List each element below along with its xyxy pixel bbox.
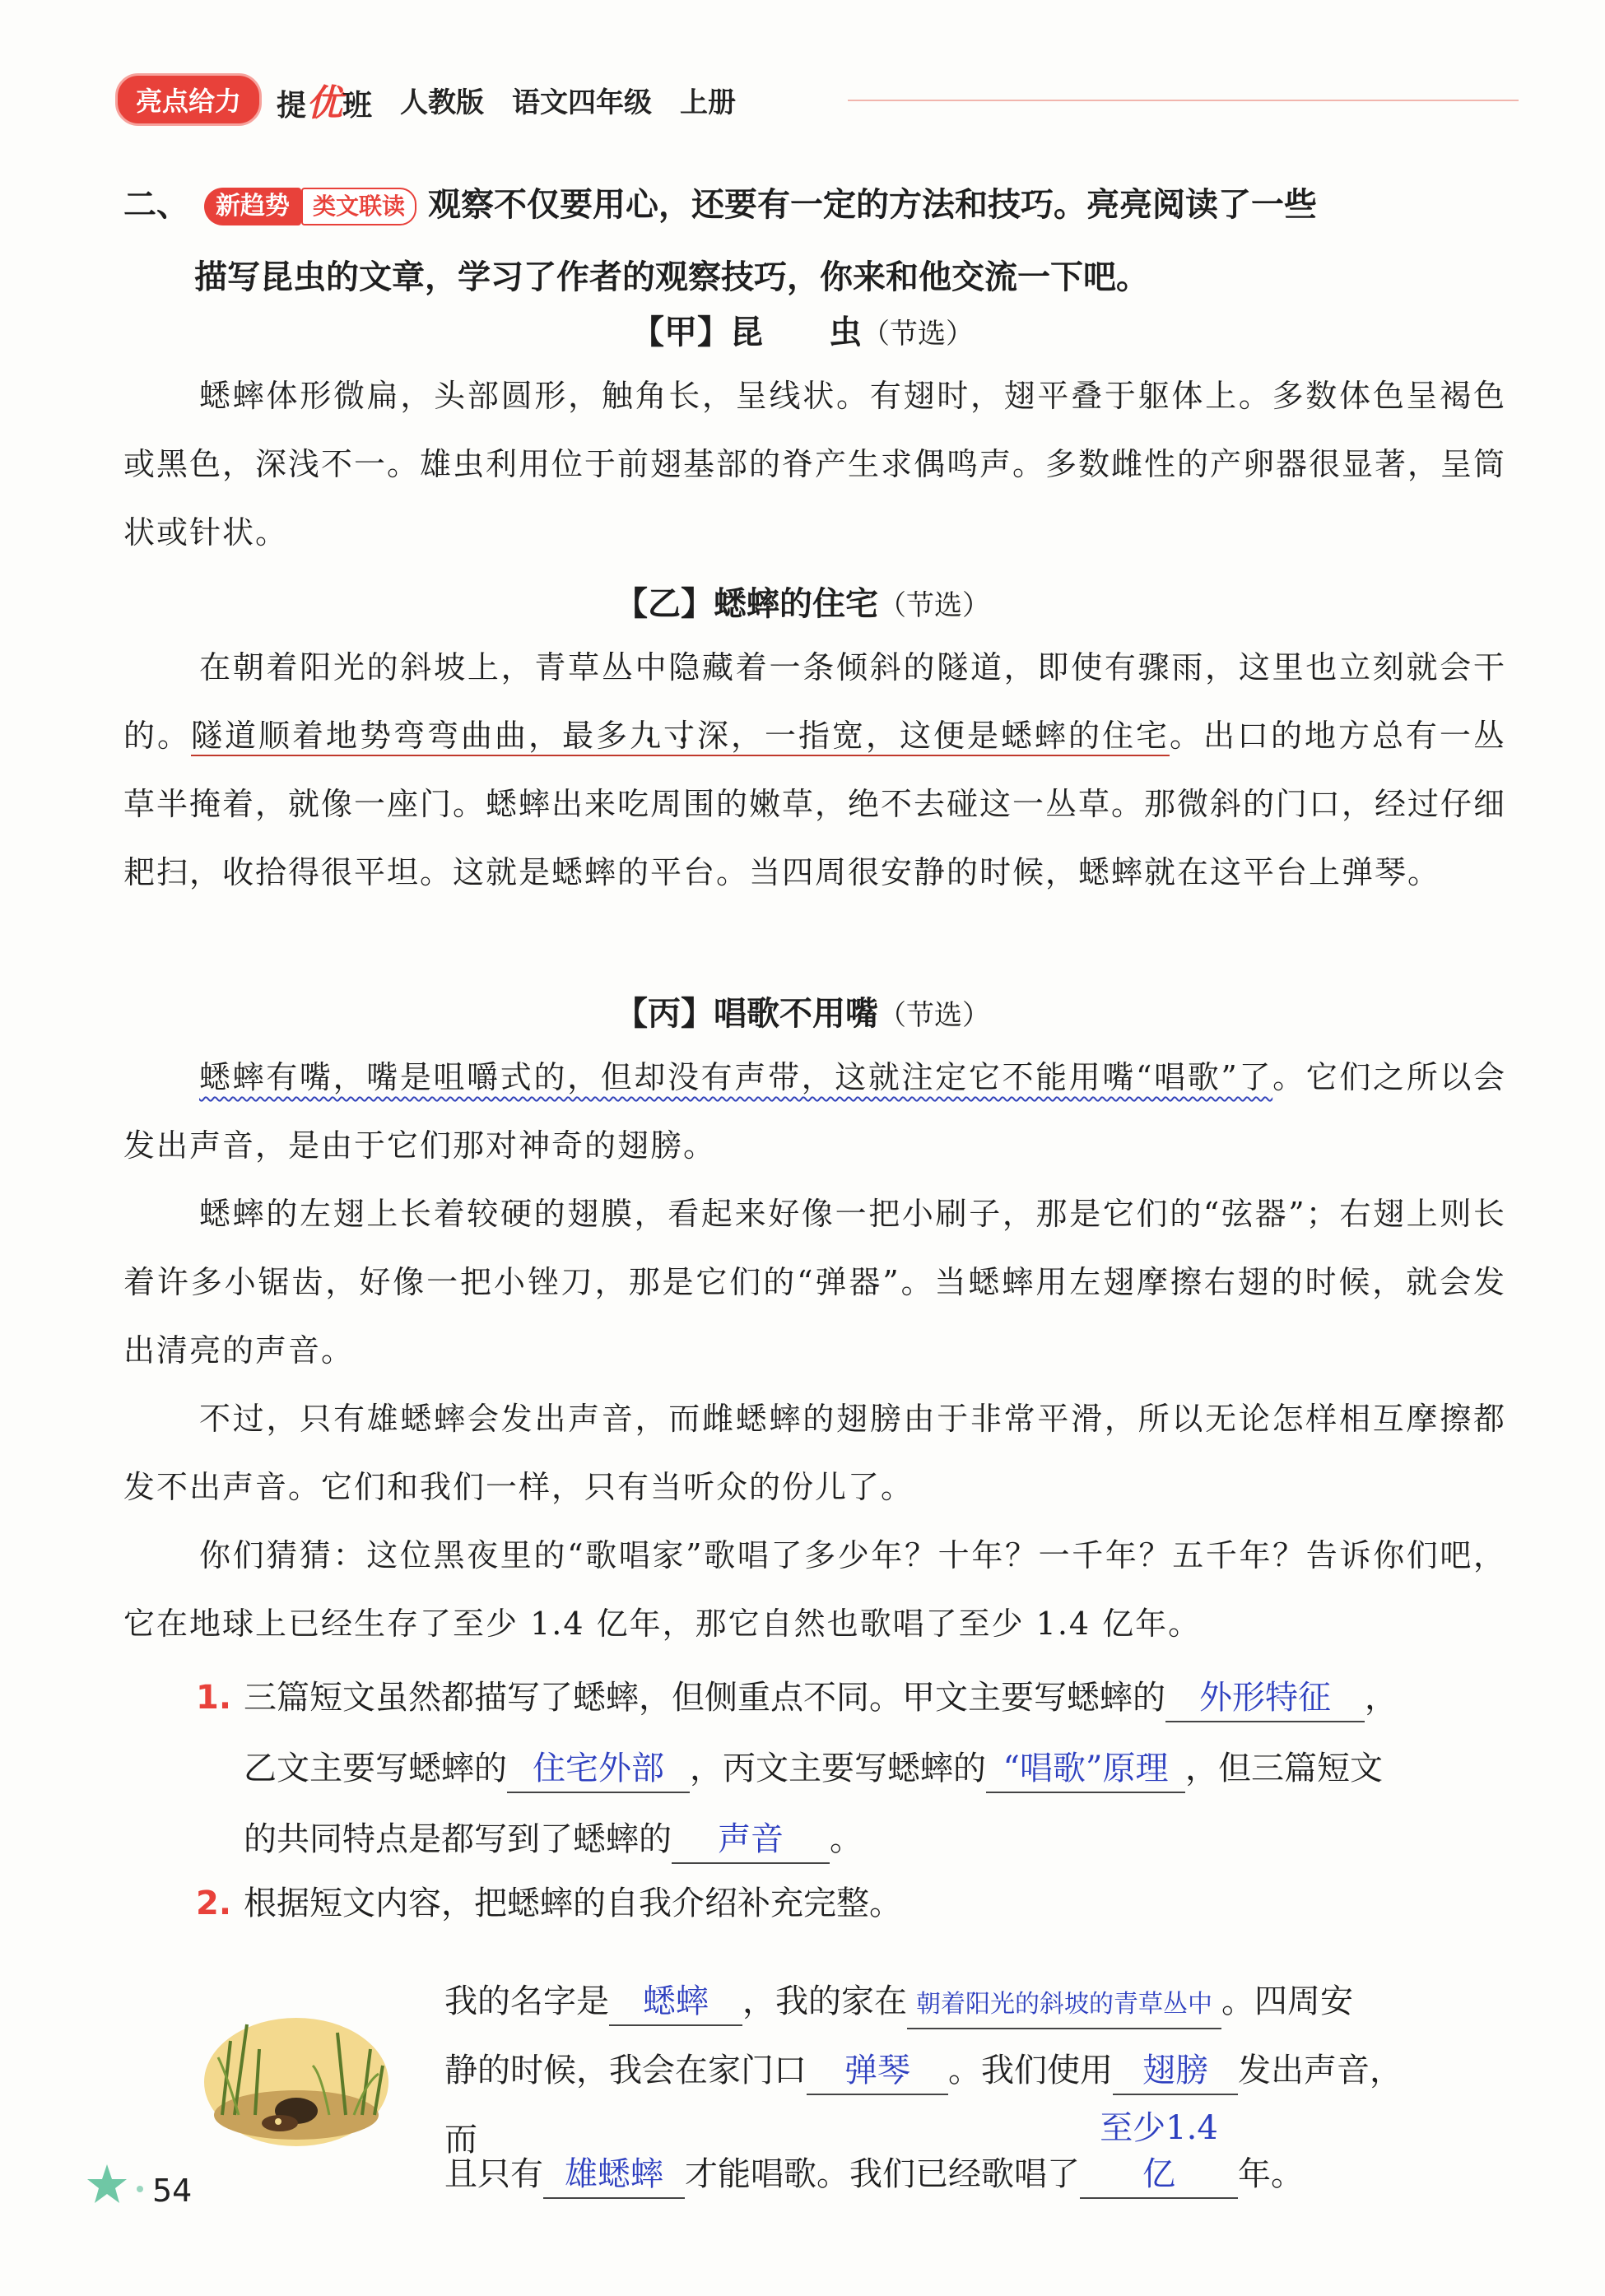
answer-blank-1[interactable]: 外形特征 — [1165, 1675, 1365, 1722]
question-1-number: 1. — [196, 1679, 232, 1717]
emphasis-dot-2: 九 • — [630, 718, 663, 754]
article-c-title: 【丙】唱歌不用嘴（节选） — [615, 995, 990, 1033]
question-2-text: 根据短文内容，把蟋蟀的自我介绍补充完整。 — [244, 1885, 902, 1922]
reading-type-tag: 类文联读 — [301, 188, 416, 225]
article-a-title: 【甲】昆 虫（节选） — [631, 314, 974, 351]
cricket-illustration — [198, 1992, 395, 2148]
subject-label: 语文四年级 — [512, 86, 653, 119]
section-line-2: 描写昆虫的文章，学习了作者的观察技巧，你来和他交流一下吧。 — [194, 258, 1149, 296]
article-c-paragraph-1: 蟋蟀有嘴，嘴是咀嚼式的，但却没有声带，这就注定它不能用嘴“唱歌”了。它们之所以会发出声音，是由于它们那对神奇的翅膀。 — [123, 1059, 1506, 1164]
header-divider — [848, 100, 1519, 101]
answer-blank-3[interactable]: “唱歌”原理 — [986, 1745, 1185, 1793]
intro-blank-action[interactable]: 弹琴 — [807, 2047, 948, 2095]
article-b-paragraph: 在朝着阳光的斜坡上，青草丛中隐藏着一条倾斜的隧道，即使有骤雨，这里也立刻就会干的。隧道顺着地势弯弯曲曲，最多 •九 •寸深，一指宽，这便是蟋蟀的住宅。出口的地方总有一丛草半掩着，就像一座门。蟋蟀出来吃周围的嫩草，绝不去碰这一丛草。那微斜的门口，经过仔细耙扫，收拾得很平坦。这就是蟋蟀的平台。当四周很安静的时候，蟋蟀就在这平台上弹琴。 — [123, 634, 1506, 907]
article-c-paragraph-2: 蟋蟀的左翅上长着较硬的翅膜，看起来好像一把小刷子，那是它们的“弦器”；右翅上则长着许多小锯齿，好像一把小锉刀，那是它们的“弹器”。当蟋蟀用左翅摩擦右翅的时候，就会发出清亮的声音。 — [123, 1196, 1506, 1369]
series-title: 提优班 — [277, 82, 373, 124]
article-b-title: 【乙】蟋蟀的住宅（节选） — [615, 585, 990, 623]
intro-blank-gender[interactable]: 雄蟋蟀 — [543, 2151, 685, 2199]
article-c-paragraph-4: 你们猜猜：这位黑夜里的“歌唱家”歌唱了多少年？十年？一千年？五千年？告诉你们吧，它在地球上已经生存了至少 1.4 亿年，那它自然也歌唱了至少 1.4 亿年。 — [123, 1537, 1506, 1642]
section-heading: 二、 新趋势 类文联读 观察不仅要用心，还要有一定的方法和技巧。亮亮阅读了一些 描写昆虫的文章，学习了作者的观察技巧，你来和他交流一下吧。 — [123, 169, 1514, 314]
question-1: 1. 三篇短文虽然都描写了蟋蟀，但侧重点不同。甲文主要写蟋蟀的 外形特征 ， 乙文主要写蟋蟀的 住宅外部 ，丙文主要写蟋蟀的 “唱歌”原理 ，但三篇短文 的共同特点是都写到了蟋蟀的 声音 。 — [198, 1662, 1514, 1875]
intro-blank-name[interactable]: 蟋蟀 — [609, 1978, 742, 2026]
self-intro-line-3: 且只有 雄蟋蟀 才能唱歌。我们已经歌唱了至少1.4亿 年。 — [444, 2105, 1416, 2209]
emphasis-dot-1: 多 • — [596, 718, 630, 754]
brand-badge: 亮点给力 — [115, 73, 262, 126]
intro-blank-years[interactable]: 至少1.4亿 — [1080, 2105, 1238, 2199]
underlined-sentence: 隧道顺着地势弯弯曲曲，最多 •九 •寸深，一指宽，这便是蟋蟀的住宅 — [191, 718, 1170, 754]
article-a-paragraph: 蟋蟀体形微扁，头部圆形，触角长，呈线状。有翅时，翅平叠于躯体上。多数体色呈褐色或黑色，深浅不一。雄虫利用位于前翅基部的脊产生求偶鸣声。多数雌性的产卵器很显著，呈筒状或针状。 — [123, 378, 1507, 551]
edition-label: 人教版 — [400, 86, 485, 119]
answer-blank-2[interactable]: 住宅外部 — [507, 1745, 690, 1793]
new-trend-tag: 新趋势 — [204, 188, 301, 225]
article-c-paragraph-3: 不过，只有雄蟋蟀会发出声音，而雌蟋蟀的翅膀由于非常平滑，所以无论怎样相互摩擦都发不出声音。它们和我们一样，只有当听众的份儿了。 — [123, 1401, 1506, 1505]
intro-blank-organ[interactable]: 翅膀 — [1113, 2047, 1238, 2095]
question-2-number: 2. — [196, 1885, 232, 1922]
wavy-underlined-sentence: 蟋蟀有嘴，嘴是咀嚼式的，但却没有声带，这就注定它不能用嘴“唱歌”了 — [199, 1059, 1273, 1095]
question-2 — [198, 1868, 1514, 1939]
page-number: 54 — [152, 2173, 193, 2209]
volume-label: 上册 — [680, 86, 737, 119]
answer-blank-4[interactable]: 声音 — [672, 1816, 830, 1864]
self-intro-line-1: 我的名字是 蟋蟀 ，我的家在 朝着阳光的斜坡的青草丛中 。四周安 — [444, 1967, 1416, 2036]
self-intro-line-2: 静的时候，我会在家门口 弹琴 。我们使用 翅膀 发出声音，而 — [444, 2036, 1416, 2174]
intro-blank-home[interactable]: 朝着阳光的斜坡的青草丛中 — [907, 1982, 1221, 2029]
page-header — [115, 76, 736, 123]
section-line-1: 观察不仅要用心，还要有一定的方法和技巧。亮亮阅读了一些 — [427, 186, 1317, 224]
